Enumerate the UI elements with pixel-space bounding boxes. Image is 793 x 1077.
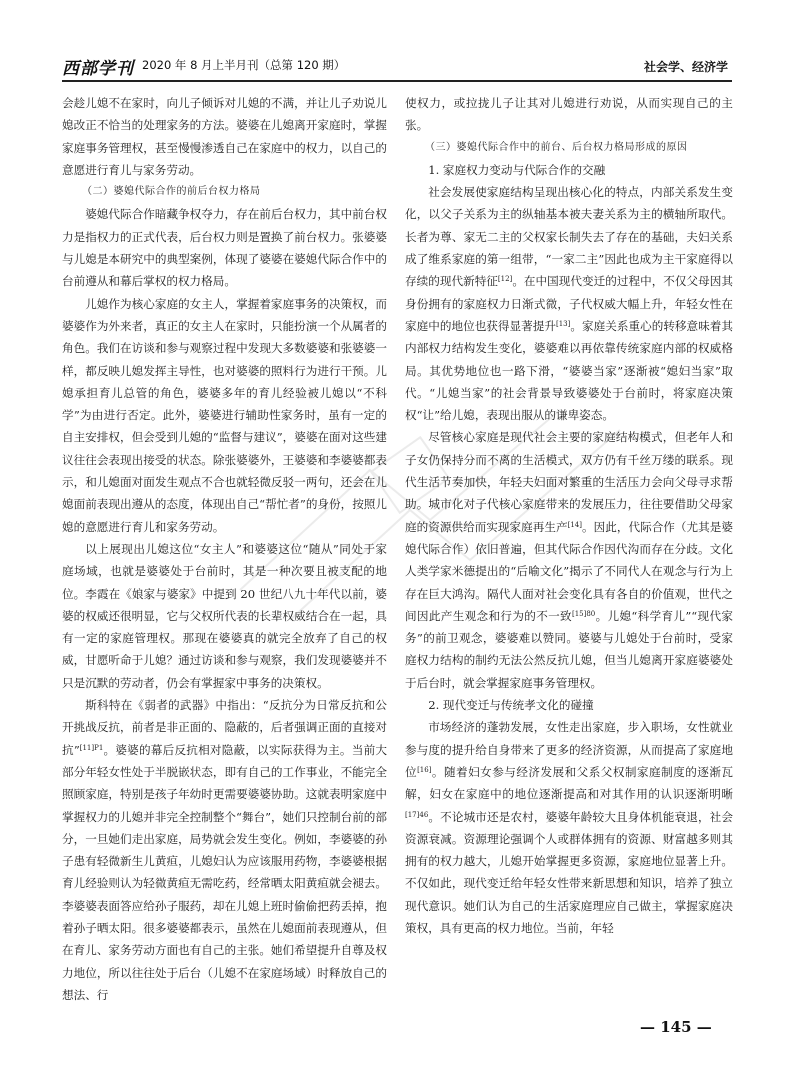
paragraph-text: 。不论城市还是农村，婆婆年龄较大且身体机能衰退，社会资源衰减。资源理论强调个人或群体拥有的资源、财富越多则其拥有的权力越大，儿媳开始掌握更多资源，家庭地位显著上升。不仅如此，现代变迁给年轻女性带来新思想和知识，培养了独立现代意识。她们认为自己的生活家庭理应自己做主，掌握家庭决策权，具有更高的权力地位。当前，年轻 bbox=[405, 809, 733, 935]
header-rule bbox=[62, 80, 732, 82]
citation-marker: [12] bbox=[497, 275, 513, 284]
paragraph: 婆媳代际合作暗藏争权夺力，存在前后台权力，其中前台权力是指权力的正式代表，后台权力则是置换了前台权力。张婆婆与儿媳是本研究中的典型案例，体现了婆婆在婆媳代际合作中的台前遵从和幕后掌权的权力格局。 bbox=[62, 207, 387, 289]
paragraph bbox=[405, 716, 733, 939]
running-header bbox=[62, 52, 732, 78]
paragraph: 会趁儿媳不在家时，向儿子倾诉对儿媳的不满，并让儿子劝说儿媳改正不恰当的处理家务的方法。婆婆在儿媳离开家庭时，掌握家庭事务管理权，甚至慢慢渗透自己在家庭中的权力，以自己的意愿进行育儿与家务劳动。 bbox=[62, 96, 387, 177]
journal-logo: 西部学刊 bbox=[62, 59, 134, 79]
page-number: — 145 — bbox=[640, 1018, 712, 1036]
paragraph: 使权力，或拉拢儿子让其对儿媳进行劝说，从而实现自己的主张。 bbox=[405, 96, 733, 133]
paragraph-text: 社会发展使家庭结构呈现出核心化的特点，内部关系发生变化，以父子关系为主的纵轴基本被夫妻关系为主的横轴所取代。长者为尊、家无二主的父权家长制失去了存在的基础，夫妇关系成了维系家庭的第一组带，“一家二主”因此也成为主干家庭得以存续的现代新特征 bbox=[405, 185, 733, 289]
paragraph-text: 。在中国现代变迁的过程中，不仅父母因其身份拥有的家庭权力日渐式微，子代权威大幅上升，年轻女性在家庭中的地位也获得显著提升 bbox=[405, 274, 733, 333]
paragraph-text: 。家庭关系重心的转移意味着其内部权力结构发生变化，婆婆难以再依靠传统家庭内部的权威格局。其优势地位也一路下滑，“婆婆当家”逐渐被“媳妇当家”取代。“儿媳当家”的社会背景导致婆婆处于台前时，将家庭决策权“让”给儿媳，表现出服从的谦卑姿态。 bbox=[405, 318, 733, 423]
subsection-heading: 1. 家庭权力变动与代际合作的交融 bbox=[428, 162, 606, 177]
citation-marker: [15]80 bbox=[571, 609, 596, 618]
citation-marker: [17]46 bbox=[405, 810, 429, 819]
paragraph bbox=[62, 694, 387, 1006]
subsection-heading: 2. 现代变迁与传统孝文化的碰撞 bbox=[428, 698, 594, 713]
paragraph bbox=[405, 181, 733, 426]
paragraph-text: 。因此，代际合作（尤其是婆媳代际合作）依旧普遍，但其代际合作因代沟而存在分歧。文化人类学家米德提出的“后喻文化”揭示了不同代人在观念与行为上存在巨大鸿沟。隔代人面对社会变化具有各自的价值观，世代之间因此产生观念和行为的不一致 bbox=[405, 519, 733, 623]
citation-marker: [16] bbox=[417, 765, 432, 774]
citation-marker: [13] bbox=[556, 319, 571, 328]
paragraph bbox=[405, 426, 733, 694]
paragraph: 以上展现出儿媳这位“女主人”和婆婆这位“随从”同处于家庭场域，也就是婆婆处于台前时，其是一种次要且被支配的地位。李霞在《娘家与婆家》中提到 20 世纪八九十年代以前，婆婆的权威还很明显，它与父权所代表的长辈权威结合在一起，具有一定的家庭管理权。那现在婆婆真的就完全放弃了自己的权威，甘愿听命于儿媳？通过访谈和参与观察，我们发现婆婆并不只是沉默的劳动者，仍会有掌握家中事务的决策权。 bbox=[62, 541, 387, 690]
right-column bbox=[405, 92, 733, 939]
paragraph-text: 斯科特在《弱者的武器》中指出：“反抗分为日常反抗和公开挑战反抗，前者是非正面的、隐蔽的，后者强调正面的直接对抗” bbox=[62, 698, 387, 757]
paragraph-text: 尽管核心家庭是现代社会主要的家庭结构模式，但老年人和子女仍保持分而不离的生活模式，双方仍有千丝万缕的联系。现代生活节奏加快，年轻夫妇面对繁重的生活压力会向父母寻求帮助。城市化对子代核心家庭带来的发展压力，往往要借助父母家庭的资源供给而实现家庭再生产 bbox=[405, 430, 733, 534]
left-column bbox=[62, 92, 387, 1006]
paragraph-text: 。随着妇女参与经济发展和父系父权制家庭制度的逐渐瓦解，妇女在家庭中的地位逐渐提高和对其作用的认识逐渐明晰 bbox=[405, 764, 733, 802]
issue-info: 2020 年 8 月上半月刊（总第 120 期） bbox=[142, 58, 346, 72]
citation-marker: [14] bbox=[567, 520, 582, 529]
section-heading: （三）婆媳代际合作中的前台、后台权力格局形成的原因 bbox=[425, 141, 688, 153]
paragraph-text: 市场经济的蓬勃发展，女性走出家庭，步入职场，女性就业参与度的提升给自身带来了更多的经济资源，从而提高了家庭地位 bbox=[405, 720, 733, 779]
paragraph-text: 。婆婆的幕后反抗相对隐蔽，以实际获得为主。当前大部分年轻女性处于半脱嵌状态，即有自己的工作事业，不能完全照顾家庭，特别是孩子年幼时更需要婆婆协助。这就表明家庭中掌握权力的儿媳并非完全控制整个“舞台”，她们只控制台前的部分，一旦她们走出家庭，局势就会发生变化。例如，李婆婆的孙子患有轻微新生儿黄疸，儿媳妇认为应该服用药物，李婆婆根据育儿经验则认为轻微黄疸无需吃药，经常晒太阳黄疸就会褪去。李婆婆表面答应给孙子服药，却在儿媳上班时偷偷把药丢掉，抱着孙子晒太阳。很多婆婆都表示，虽然在儿媳面前表现遵从，但在育儿、家务劳动方面也有自己的主张。她们希望提升自尊及权力地位，所以往往处于后台（儿媳不在家庭场域）时释放自己的想法、行 bbox=[62, 742, 387, 1002]
section-name: 社会学、经济学 bbox=[643, 60, 728, 74]
paragraph-text: 。儿媳“科学育儿”“现代家务”的前卫观念，婆婆难以赞同。婆婆与儿媳处于台前时，受家庭权力结构的制约无法公然反抗儿媳，但当儿媳离开家庭婆婆处于后台时，就会掌握家庭事务管理权。 bbox=[405, 608, 733, 690]
section-heading: （二）婆媳代际合作的前后台权力格局 bbox=[82, 186, 261, 198]
citation-marker: [11]P1 bbox=[79, 743, 104, 752]
paragraph: 儿媳作为核心家庭的女主人，掌握着家庭事务的决策权，而婆婆作为外来者，真正的女主人在家时，只能扮演一个从属者的角色。我们在访谈和参与观察过程中发现大多数婆婆和张婆婆一样，都反映儿媳发挥主导性，也对婆婆的照料行为进行干预。儿媳承担育儿总管的角色，婆婆多年的育儿经验被儿媳以“不科学”为由进行否定。此外，婆婆进行辅助性家务时，虽有一定的自主安排权，但会受到儿媳的“监督与建议”，婆婆在面对这些建议往往会表现出接受的状态。除张婆婆外，王婆婆和李婆婆都表示，和儿媳面对面发生观点不合也就轻微反驳一两句，还会在儿媳面前表现出遵从的态度，体现出自己“帮忙者”的身份，按照儿媳的意愿进行育儿和家务劳动。 bbox=[62, 296, 387, 534]
